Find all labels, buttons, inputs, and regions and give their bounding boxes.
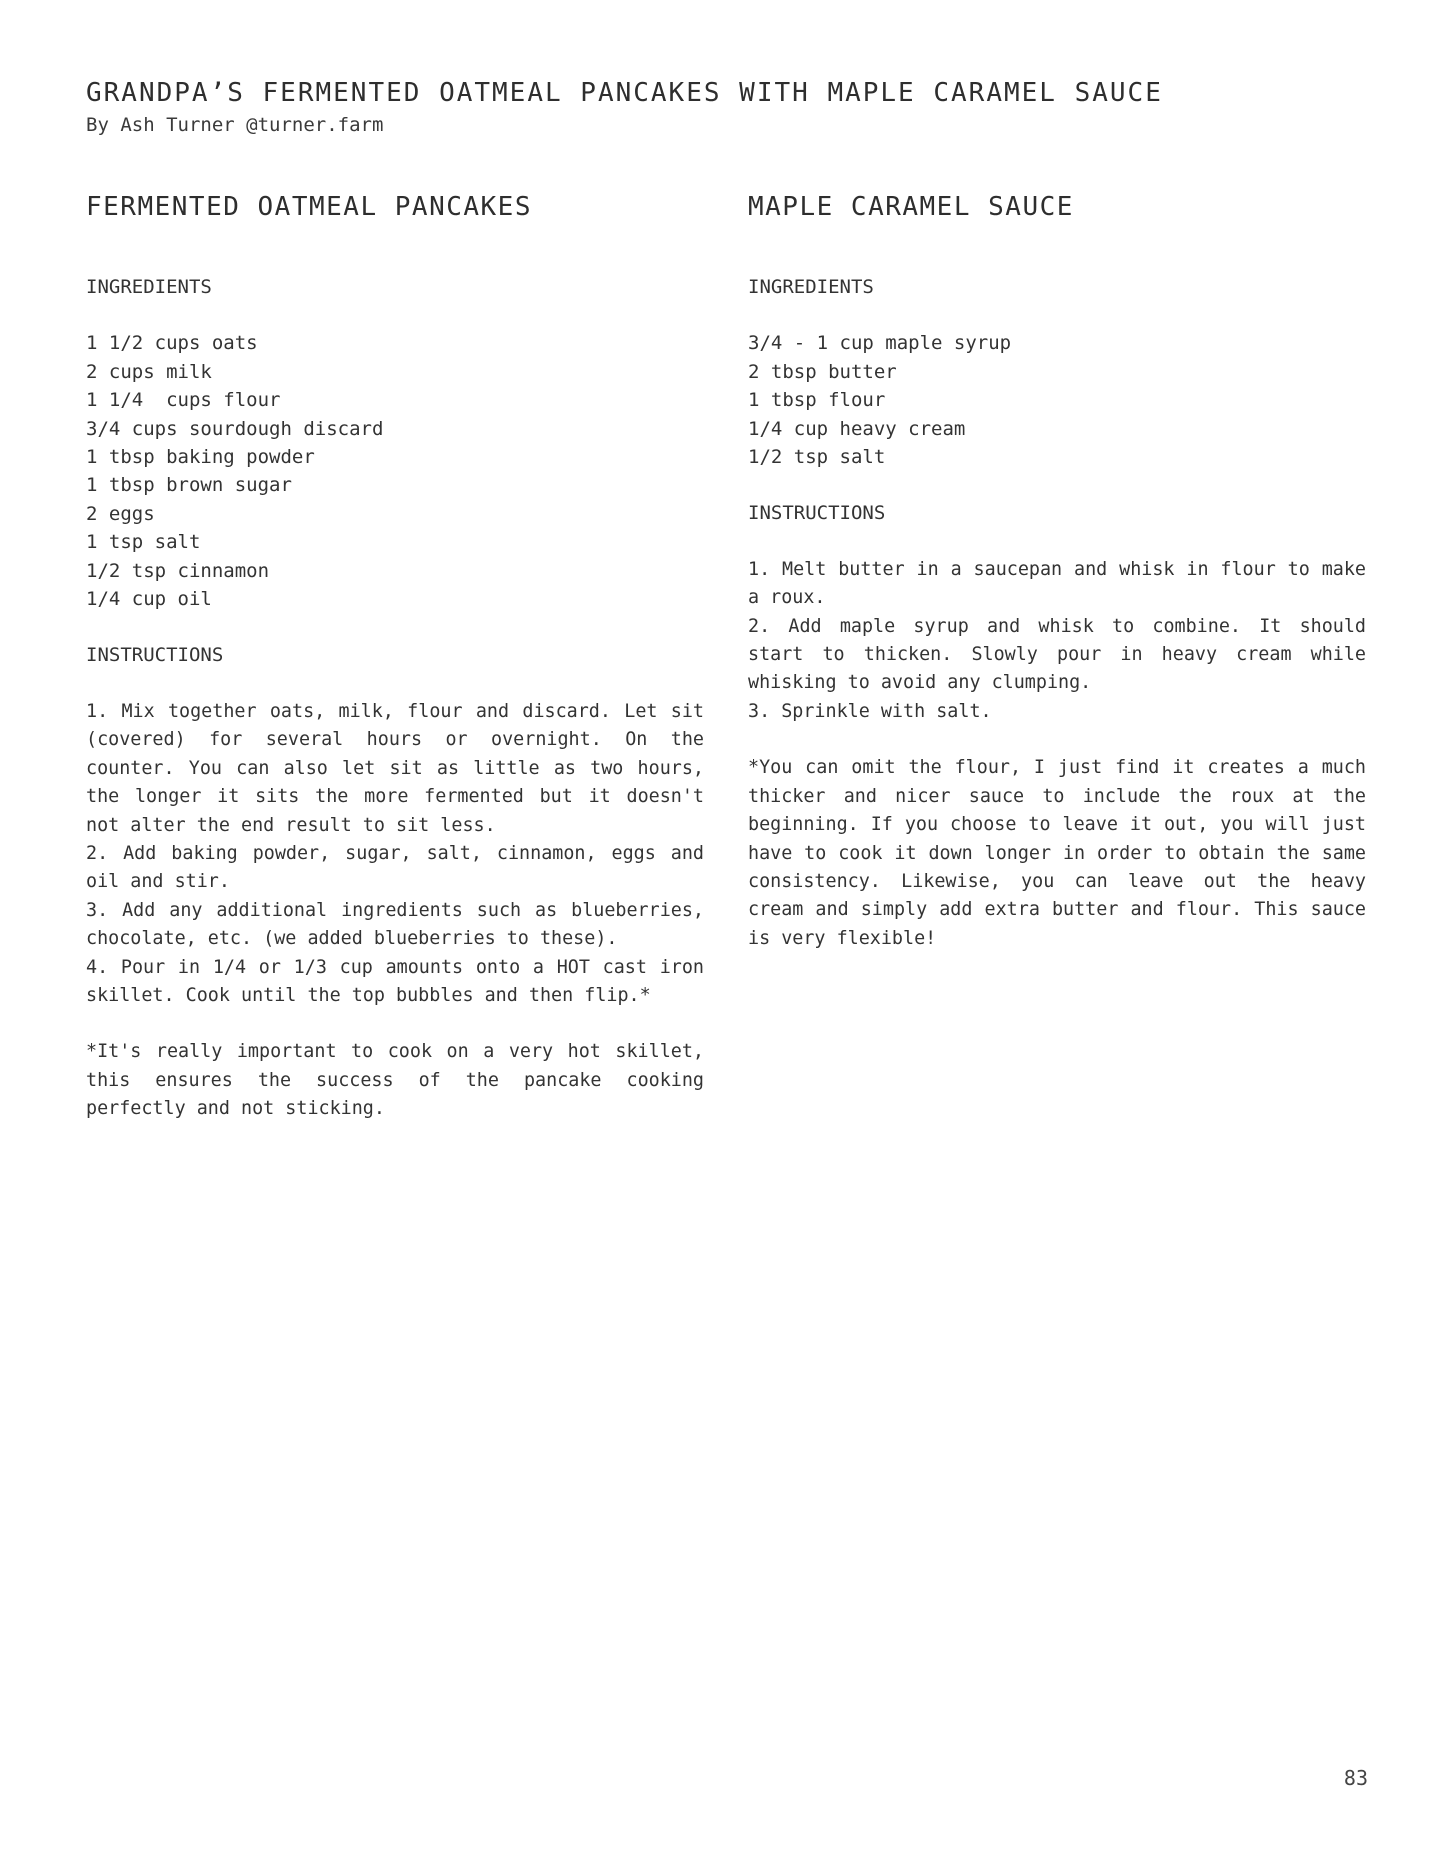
instruction-step: 1. Mix together oats, milk, flour and discard. Let sit (covered) for several hours or overnight. On the counter. You can also let sit as little as two hours, the longer it sits the more fermented but it doesn't not alter the end result to sit less. (86, 700, 704, 836)
ingredient-item: 1 1/2 cups oats (86, 332, 258, 355)
pancakes-ingredients-heading: INGREDIENTS (86, 276, 212, 298)
ingredient-item: 2 eggs (86, 502, 155, 525)
pancakes-instructions-heading: INSTRUCTIONS (86, 644, 224, 667)
author-byline: By Ash Turner @turner.farm (86, 114, 384, 136)
sauce-note: *You can omit the flour, I just find it creates a much thicker and nicer sauce to include the roux at the beginning. If you choose to leave it out, you will just have to cook it down longer in order to obtain the same consistency. Likewise, you can leave out the heavy cream and simply add extra butter and flour. This sauce is very flexible! (748, 757, 1366, 949)
sauce-ingredients-list (748, 329, 1366, 471)
ingredient-item: 1 tbsp flour (748, 389, 886, 412)
ingredient-item: 1/4 cup heavy cream (748, 417, 966, 440)
ingredient-item: 3/4 cups sourdough discard (86, 417, 384, 440)
page-number: 83 (1343, 1766, 1368, 1790)
instruction-step: 3. Add any additional ingredients such as blueberries, chocolate, etc. (we added blueberries to these). (86, 899, 704, 950)
sauce-instructions (748, 556, 1366, 726)
sauce-heading: MAPLE CARAMEL SAUCE (748, 192, 1074, 222)
sauce-instructions-heading: INSTRUCTIONS (748, 502, 886, 525)
pancakes-instructions (86, 698, 704, 1010)
sauce-column (748, 190, 1366, 953)
ingredient-item: 2 cups milk (86, 360, 212, 383)
ingredient-item: 1/4 cup oil (86, 588, 212, 611)
ingredient-item: 1 1/4 cups flour (86, 389, 281, 412)
ingredient-item: 1/2 tsp salt (748, 446, 886, 469)
ingredient-item: 1/2 tsp cinnamon (86, 559, 270, 582)
pancakes-note: *It's really important to cook on a very hot skillet, this ensures the success of the pancake cooking perfectly and not sticking. (86, 1041, 704, 1120)
ingredient-item: 1 tbsp brown sugar (86, 474, 292, 497)
instruction-step: 2. Add maple syrup and whisk to combine. It should start to thicken. Slowly pour in heavy cream while whisking to avoid any clumping. (748, 615, 1366, 694)
instruction-step: 2. Add baking powder, sugar, salt, cinnamon, eggs and oil and stir. (86, 842, 704, 893)
pancakes-heading: FERMENTED OATMEAL PANCAKES (86, 192, 532, 222)
instruction-step: 3. Sprinkle with salt. (748, 700, 992, 722)
instruction-step: 4. Pour in 1/4 or 1/3 cup amounts onto a HOT cast iron skillet. Cook until the top bubbles and then flip.* (86, 956, 704, 1006)
ingredient-item: 1 tsp salt (86, 531, 201, 554)
pancakes-ingredients-list (86, 329, 704, 613)
instruction-step: 1. Melt butter in a saucepan and whisk in flour to make a roux. (748, 558, 1366, 609)
recipe-title: GRANDPA’S FERMENTED OATMEAL PANCAKES WITH MAPLE CARAMEL SAUCE (86, 78, 1163, 108)
sauce-ingredients-heading: INGREDIENTS (748, 276, 874, 298)
ingredient-item: 2 tbsp butter (748, 360, 897, 383)
ingredient-item: 3/4 - 1 cup maple syrup (748, 332, 1012, 355)
ingredient-item: 1 tbsp baking powder (86, 446, 315, 469)
pancakes-column (86, 190, 704, 1124)
